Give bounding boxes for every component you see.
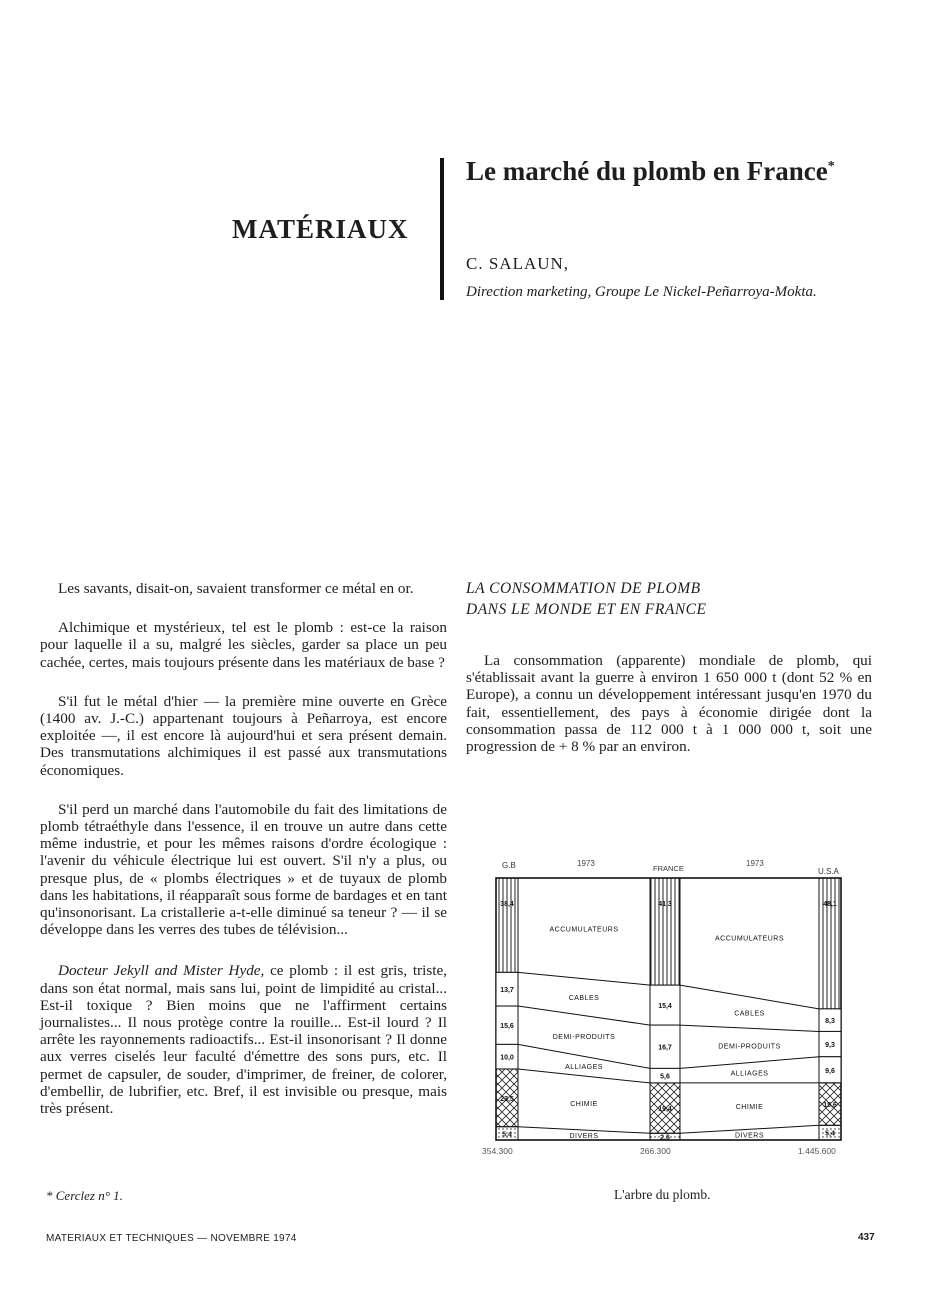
- value-label: 5,4: [502, 1131, 512, 1139]
- section-label: MATÉRIAUX: [232, 214, 409, 244]
- article-title: [466, 156, 835, 187]
- category-label: DIVERS: [734, 1132, 765, 1140]
- value-label: 15,6: [823, 1102, 837, 1110]
- category-label: CABLES: [568, 995, 600, 1003]
- total-usa: 1.445.600: [798, 1146, 836, 1156]
- category-label: DEMI-PRODUITS: [552, 1033, 616, 1041]
- lead-tree-chart: [482, 852, 860, 1164]
- journal-footer: MATERIAUX ET TECHNIQUES — NOVEMBRE 1974: [46, 1233, 297, 1244]
- footnote-mark: *: [827, 159, 835, 174]
- year-label-right: 1973: [746, 859, 764, 868]
- footnote: * Cerclez n° 1.: [46, 1188, 123, 1203]
- figure-caption: L'arbre du plomb.: [614, 1187, 711, 1202]
- affiliation: Direction marketing, Groupe Le Nickel-Peñarroya-Mokta.: [466, 284, 817, 300]
- article-title-text: Le marché du plomb en France: [466, 156, 828, 186]
- paragraph: Alchimique et mystérieux, tel est le plomb : est-ce la raison pour laquelle il a su, malgré les siècles, garder sa place un peu cachée, certes, mais toujours présente dans les matériaux de base ?: [40, 619, 447, 671]
- country-label-france: FRANCE: [653, 864, 684, 873]
- boundary-line: [518, 1006, 650, 1025]
- category-label: CHIMIE: [570, 1100, 598, 1108]
- segment-france-0: [650, 878, 680, 985]
- value-label: 23,5: [500, 1095, 514, 1103]
- boundary-line: [680, 985, 819, 1009]
- paragraph-rest: ce plomb : il est gris, triste, dans son état normal, mais sans lui, point de limpidité au cristal... Est-il toxique ? Bien moins que ne l'affirment certains journalistes... Il nous protège contre la rouille... Est-il lourd ? Il arrête les rayonnements radioactifs... Est-il insonorisant ? Il donne aux verres ciselés leur faculté d'émettre des sons purs, etc. Il permet de capsuler, de souder, d'imprimer, de freiner, de colorer, d'embellir, de lubrifier, etc. Bref, il est invisible ou presque, mais très présent.: [40, 962, 447, 1118]
- value-label: 8,3: [825, 1018, 835, 1026]
- value-label: 9,3: [825, 1042, 835, 1050]
- value-label: 38,4: [500, 901, 514, 908]
- year-label-left: 1973: [577, 859, 595, 868]
- value-label: 41,3: [658, 901, 672, 908]
- page-number: 437: [858, 1232, 875, 1243]
- author: C. SALAUN,: [466, 254, 570, 273]
- boundary-line: [518, 972, 650, 985]
- category-label: ACCUMULATEURS: [715, 935, 784, 943]
- paragraph: S'il fut le métal d'hier — la première mine ouverte en Grèce (1400 av. J.-C.) appartenant toujours à Peñarroya, est encore exploitée —, il est encore là aujourd'hui et sera présent demain. Des transmutations alchimiques il est passé aux transmutations économiques.: [40, 692, 447, 779]
- category-label: DEMI-PRODUITS: [718, 1043, 781, 1051]
- country-label-gb: G.B: [502, 861, 516, 870]
- right-column: [466, 652, 872, 777]
- value-label: 5,6: [660, 1073, 670, 1081]
- category-label: ACCUMULATEURS: [549, 926, 619, 934]
- value-label: 19,4: [658, 1106, 672, 1114]
- category-label: DIVERS: [569, 1132, 599, 1140]
- paragraph: Les savants, disait-on, savaient transformer ce métal en or.: [58, 580, 414, 597]
- value-label: 2,6: [660, 1134, 670, 1142]
- value-label: 10,0: [500, 1054, 514, 1062]
- paragraph: [40, 962, 447, 1117]
- boundary-line: [680, 1025, 819, 1031]
- value-label: 13,7: [500, 987, 514, 995]
- value-label: 15,6: [500, 1023, 514, 1031]
- category-label: CABLES: [734, 1010, 765, 1018]
- right-heading-line2: DANS LE MONDE ET EN FRANCE: [466, 601, 707, 618]
- value-label: 15,4: [658, 1003, 672, 1011]
- boundary-line: [680, 1057, 819, 1069]
- value-label: 16,7: [658, 1044, 672, 1052]
- title-divider: [440, 158, 444, 300]
- left-column: [40, 580, 447, 1139]
- category-label: CHIMIE: [735, 1104, 764, 1112]
- segment-usa-0: [819, 878, 841, 1009]
- right-heading: [466, 578, 706, 620]
- value-label: 48,1: [823, 901, 837, 908]
- right-heading-line1: LA CONSOMMATION DE PLOMB: [466, 580, 701, 597]
- total-france: 266.300: [640, 1146, 671, 1156]
- segment-gb-0: [496, 878, 518, 972]
- paragraph: La consommation (apparente) mondiale de plomb, qui s'établissait avant la guerre à environ 1 650 000 t (dont 52 % en Europe), a connu un développement intéressant jusqu'en 1970 du fait, essentiellement, des pays à économie dirigée dont la consommation passa de 112 000 t à 1 000 000 t, soit une progression de + 8 % par an environ.: [466, 652, 872, 756]
- total-gb: 354.300: [482, 1146, 513, 1156]
- value-label: 5,4: [825, 1130, 835, 1138]
- paragraph: S'il perd un marché dans l'automobile du fait des limitations de plomb tétraéthyle dans l'essence, il en trouve un autre dans cette même industrie, et pour les mêmes raisons d'ordre écologique : l'avenir du véhicule électrique lui est ouvert. S'il n'y a plus, ou presque plus, de « plombs électriques » et de tuyaux de plomb dans les habitations, il réapparaît sous forme de bardages et en tant qu'insonorisant. La cristallerie a-t-elle diminué sa teneur ? — il se développe dans les verres des tubes de télévision...: [40, 800, 447, 939]
- italic-phrase: Docteur Jekyll and Mister Hyde,: [58, 962, 265, 980]
- category-label: ALLIAGES: [730, 1070, 769, 1078]
- country-label-usa: U.S.A: [818, 867, 839, 876]
- category-label: ALLIAGES: [565, 1064, 603, 1072]
- value-label: 9,6: [825, 1067, 835, 1075]
